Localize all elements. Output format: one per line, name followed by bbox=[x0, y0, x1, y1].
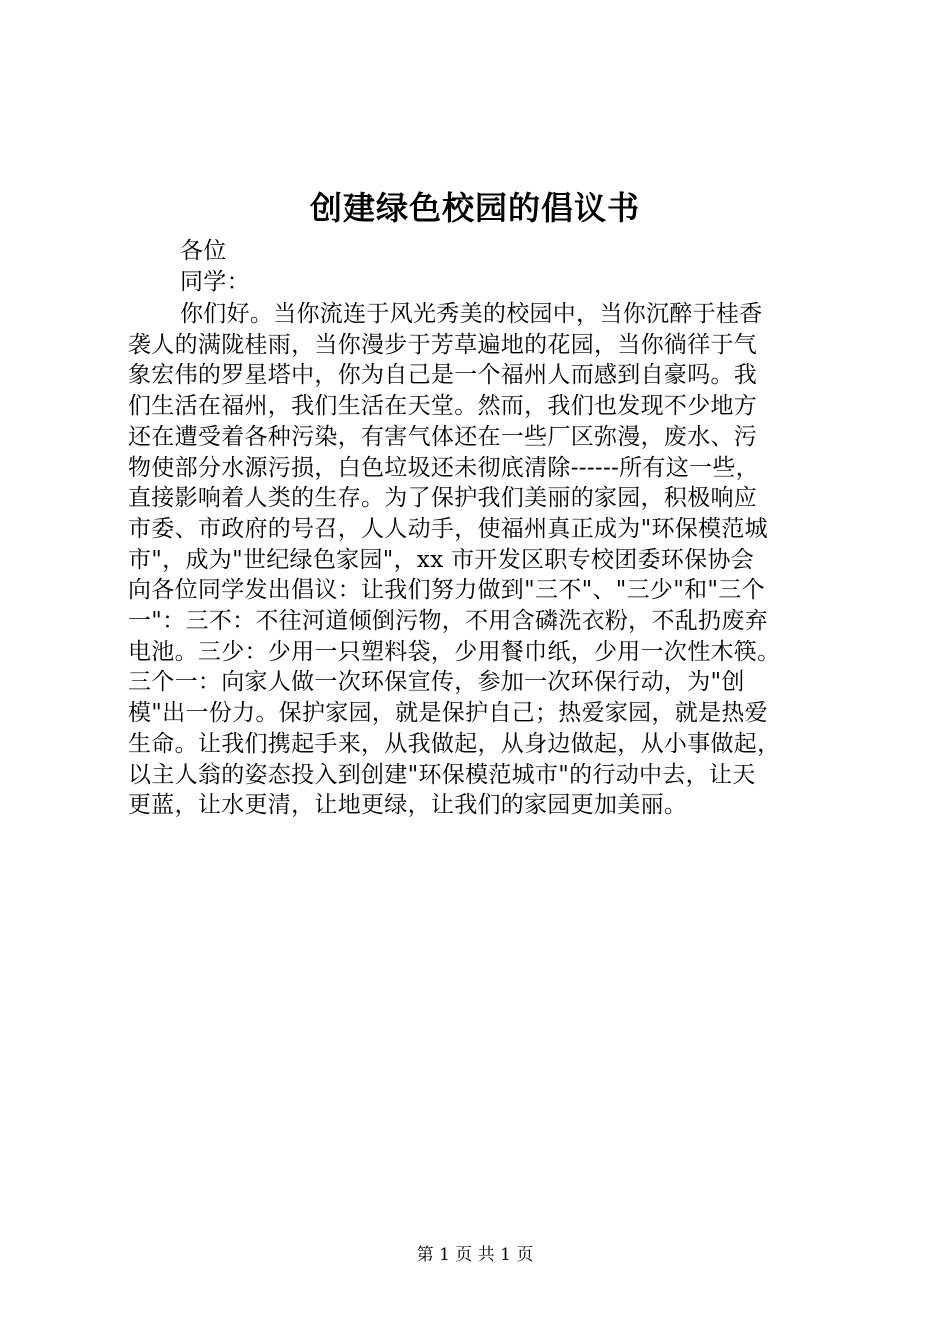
body-line: 市委、市政府的号召，人人动手，使福州真正成为"环保模范城 bbox=[128, 515, 768, 542]
body-line: 市"，成为"世纪绿色家园"，xx 市开发区职专校团委环保协会 bbox=[128, 546, 754, 573]
salutation bbox=[128, 236, 852, 297]
body-line: 电池。三少：少用一只塑料袋，少用餐巾纸，少用一次性木筷。 bbox=[128, 638, 781, 665]
body-line: 以主人翁的姿态投入到创建"环保模范城市"的行动中去，让天 bbox=[128, 761, 756, 788]
document-body bbox=[128, 299, 852, 821]
salutation-line: 同学： bbox=[180, 268, 250, 295]
document-title: 创建绿色校园的倡议书 bbox=[309, 189, 640, 227]
body-line: 还在遭受着各种污染，有害气体还在一些厂区弥漫，废水、污 bbox=[128, 423, 758, 450]
body-line: 模"出一份力。保护家园，就是保护自己；热爱家园，就是热爱 bbox=[128, 700, 768, 727]
body-line: 物使部分水源污损，白色垃圾还未彻底清除------所有这一些， bbox=[128, 454, 759, 481]
body-line: 们生活在福州，我们生活在天堂。然而，我们也发现不少地方 bbox=[128, 393, 758, 420]
body-line: 更蓝，让水更清，让地更绿，让我们的家园更加美丽。 bbox=[128, 792, 688, 819]
body-line: 象宏伟的罗星塔中，你为自己是一个福州人而感到自豪吗。我 bbox=[128, 362, 758, 389]
salutation-line: 各位 bbox=[180, 238, 227, 264]
body-line: 向各位同学发出倡议：让我们努力做到"三不"、"三少"和"三个 bbox=[128, 577, 765, 604]
body-line: 你们好。当你流连于风光秀美的校园中，当你沉醉于桂香 bbox=[180, 301, 763, 327]
body-line: 一"：三不：不往河道倾倒污物，不用含磷洗衣粉，不乱扔废弃 bbox=[128, 608, 768, 635]
body-line: 直接影响着人类的生存。为了保护我们美丽的家园，积极响应 bbox=[128, 485, 758, 512]
body-line: 生命。让我们携起手来，从我做起，从身边做起，从小事做起， bbox=[128, 730, 781, 757]
body-line: 袭人的满陇桂雨，当你漫步于芳草遍地的花园，当你徜徉于气 bbox=[128, 331, 758, 358]
page-footer: 第 1 页 共 1 页 bbox=[416, 1245, 534, 1265]
body-line: 三个一：向家人做一次环保宣传，参加一次环保行动，为"创 bbox=[128, 669, 745, 696]
